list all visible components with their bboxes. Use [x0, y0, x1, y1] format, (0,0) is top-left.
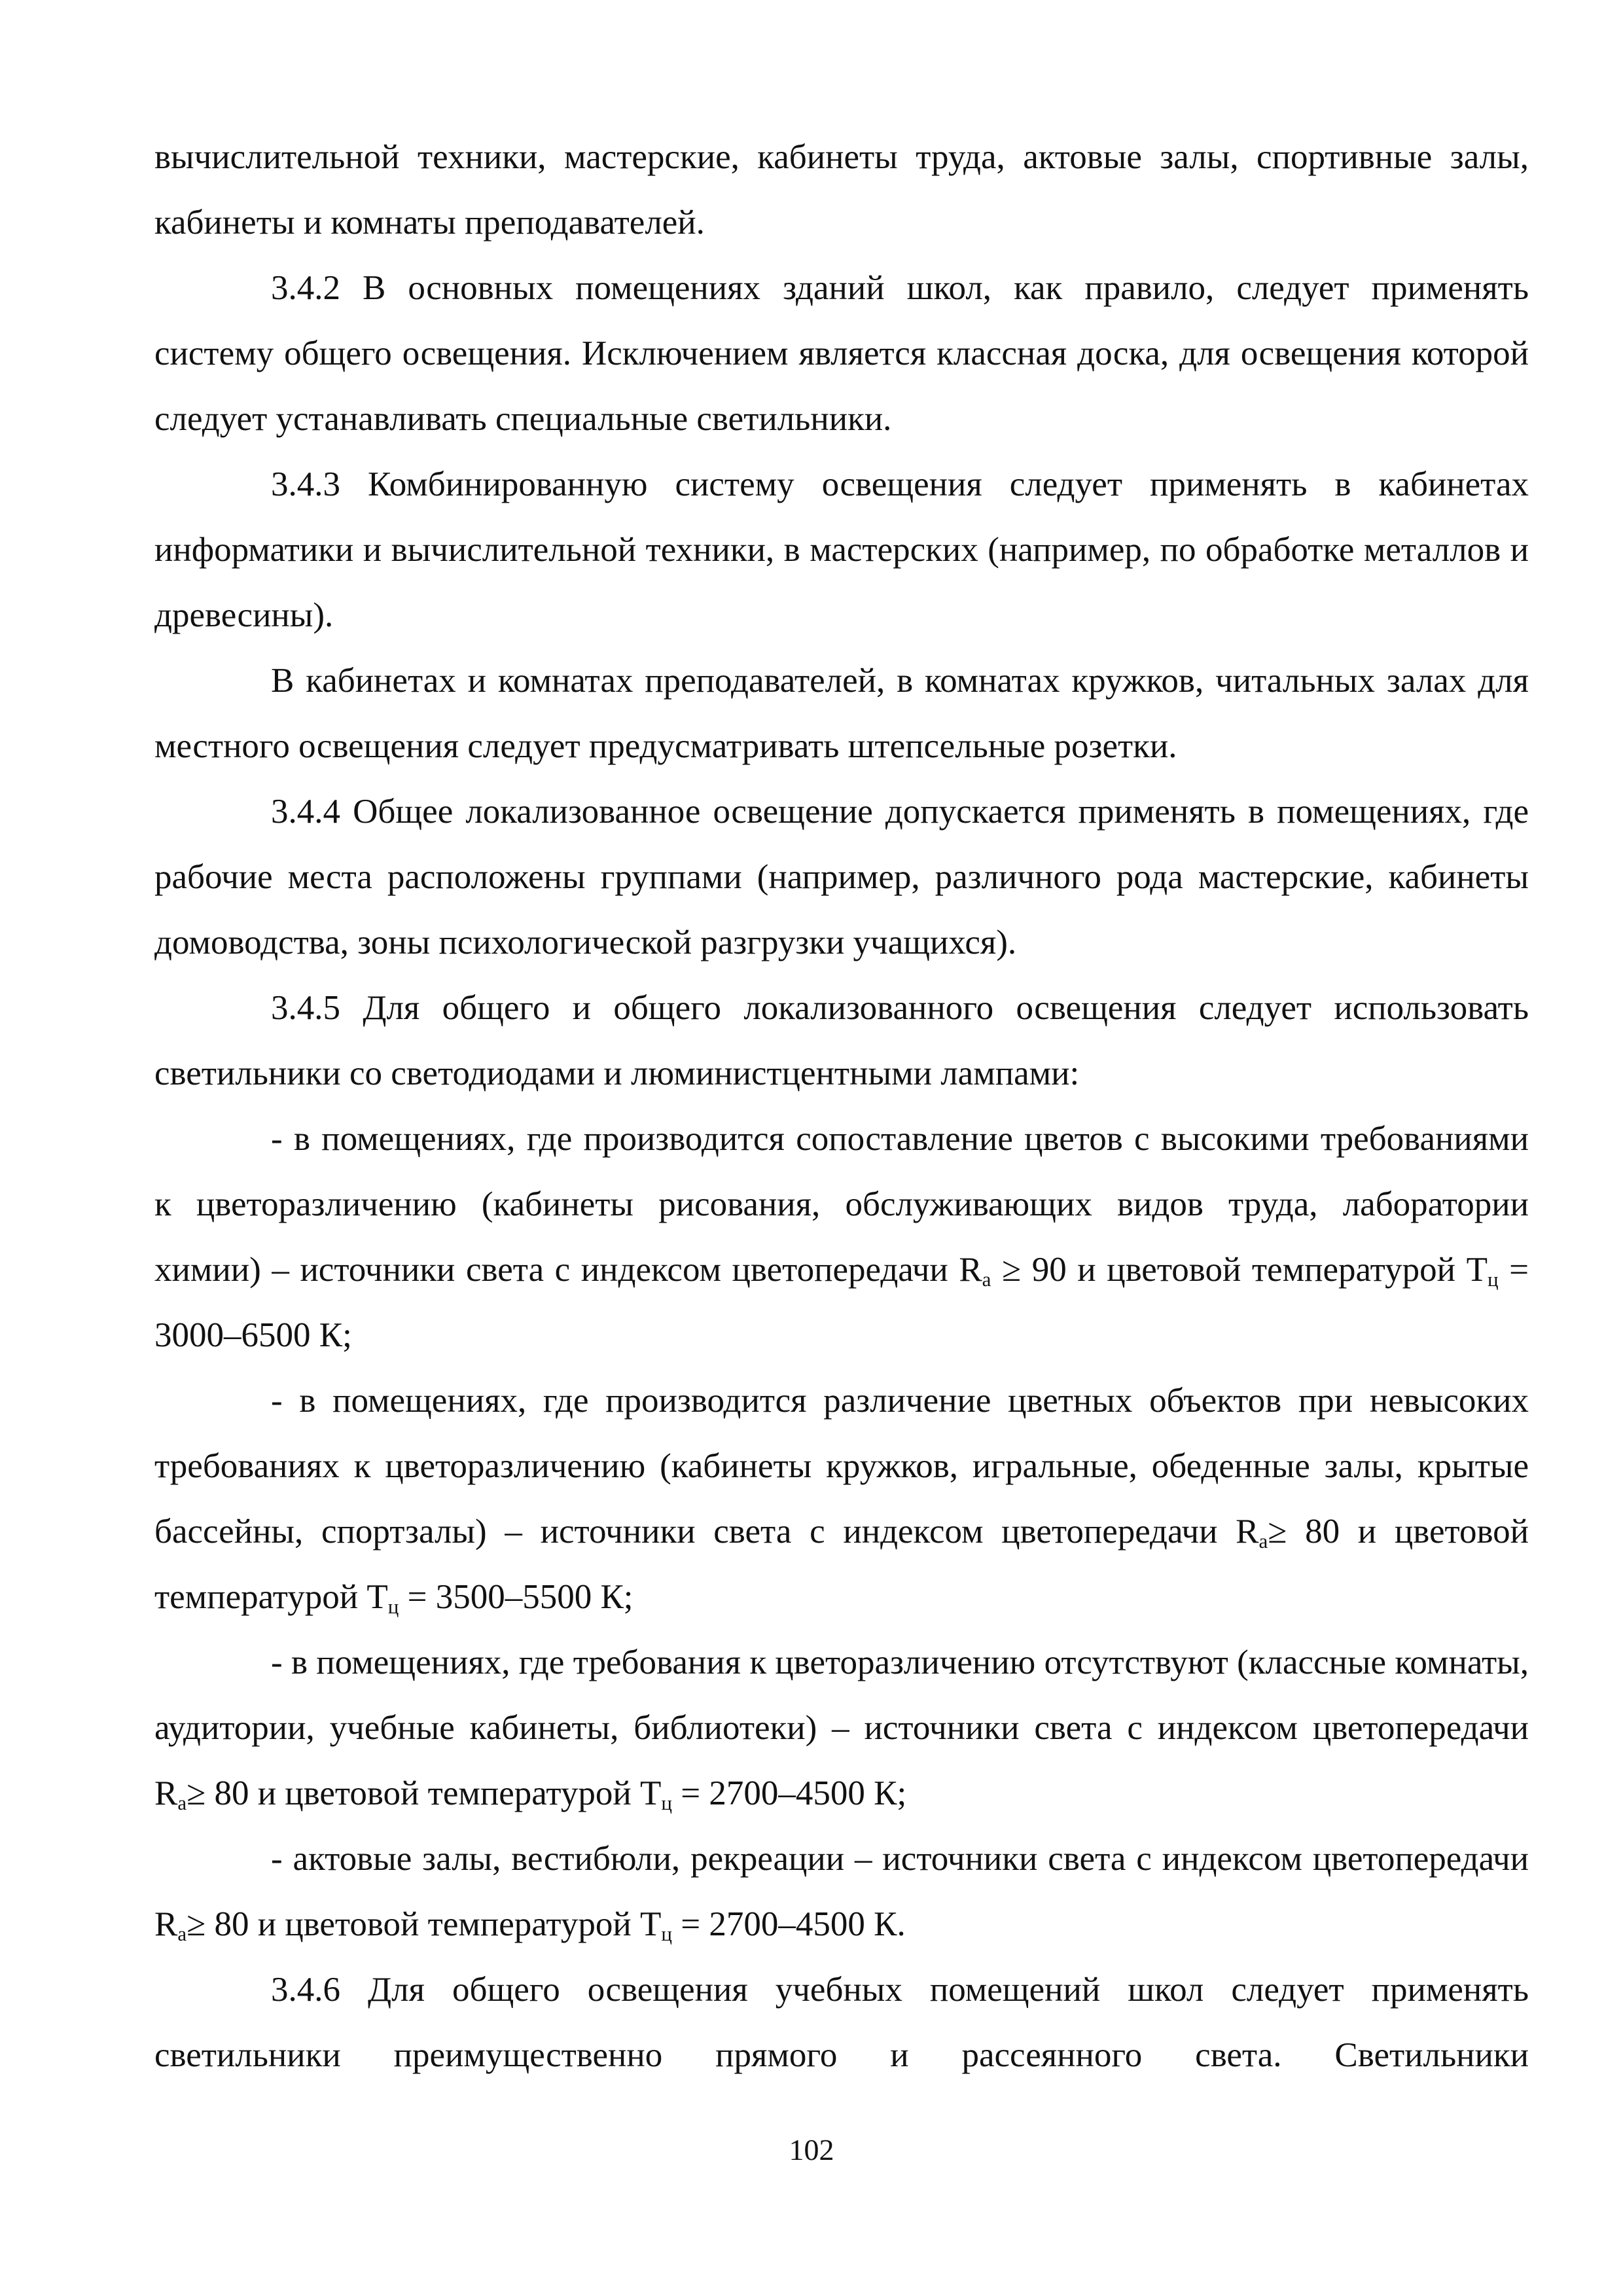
document-body — [154, 124, 1529, 2088]
symbol-subscript-a: a — [177, 1922, 187, 1945]
page-number: 102 — [789, 2133, 834, 2166]
symbol-subscript-a: a — [1258, 1530, 1268, 1552]
symbol-t: T — [1466, 1251, 1488, 1289]
list-item-no-requirements — [154, 1630, 1529, 1826]
symbol-subscript-a: a — [177, 1791, 187, 1814]
list-item-text: = 3000–6500 К; — [154, 1251, 1529, 1354]
paragraph-3-4-2: 3.4.2 В основных помещениях зданий школ, как правило, следует применять систему общего освещения. Исключением является классная доска, для освещения которой следует устанавливать специальные светильники. — [154, 269, 1529, 438]
list-item-text: - в помещениях, где требования к цветоразличению отсутствуют (классные комнаты, аудитории, учебные кабинеты, библиотеки) – источники света с индексом цветопередачи — [154, 1643, 1529, 1747]
symbol-r: R — [154, 1905, 178, 1943]
list-item-text: - актовые залы, вестибюли, рекреации – источники света с индексом цветопередачи — [271, 1840, 1529, 1878]
symbol-t: T — [640, 1774, 662, 1812]
paragraph-3-4-6: 3.4.6 Для общего освещения учебных помещений школ следует применять светильники преимущественно прямого и рассеянного света. Светильники — [154, 1971, 1529, 2074]
symbol-r: R — [959, 1251, 982, 1289]
list-item-text: ≥ 80 и цветовой температурой — [187, 1905, 641, 1943]
list-item-text: = 2700–4500 К; — [671, 1774, 907, 1812]
symbol-t: T — [640, 1905, 662, 1943]
symbol-subscript-c: ц — [661, 1791, 672, 1814]
symbol-subscript-c: ц — [1487, 1268, 1499, 1291]
list-item-text: = 3500–5500 К; — [399, 1578, 633, 1616]
paragraph-3-4-4: 3.4.4 Общее локализованное освещение допускается применять в помещениях, где рабочие места расположены группами (например, различного рода мастерские, кабинеты домоводства, зоны психологической разгрузки учащихся). — [154, 793, 1529, 961]
list-item-text: = 2700–4500 К. — [671, 1905, 906, 1943]
symbol-subscript-a: a — [982, 1268, 991, 1291]
list-item-color-distinction — [154, 1368, 1529, 1630]
symbol-subscript-c: ц — [387, 1595, 399, 1618]
list-item-text: ≥ 80 и цветовой температурой — [154, 1513, 1529, 1616]
paragraph-continuation: вычислительной техники, мастерские, кабинеты труда, актовые залы, спортивные залы, кабинеты и комнаты преподавателей. — [154, 138, 1529, 242]
list-item-text: ≥ 80 и цветовой температурой — [187, 1774, 641, 1812]
list-item-color-comparison — [154, 1106, 1529, 1368]
symbol-r: R — [154, 1774, 178, 1812]
list-item-assembly-halls — [154, 1826, 1529, 1957]
symbol-r: R — [1236, 1513, 1259, 1551]
paragraph-3-4-3-sockets: В кабинетах и комнатах преподавателей, в комнатах кружков, читальных залах для местного освещения следует предусматривать штепсельные розетки. — [154, 662, 1529, 765]
symbol-t: T — [366, 1578, 388, 1616]
list-item-text: - в помещениях, где производится различение цветных объектов при невысоких требованиях к цветоразличению (кабинеты кружков, игральные, обеденные залы, крытые бассейны, спортзалы) – источники света с индексом цветопередачи — [154, 1382, 1529, 1551]
symbol-subscript-c: ц — [661, 1922, 672, 1945]
paragraph-3-4-5: 3.4.5 Для общего и общего локализованного освещения следует использовать светильники со светодиодами и люминистцентными лампами: — [154, 989, 1529, 1092]
paragraph-3-4-3: 3.4.3 Комбинированную систему освещения следует применять в кабинетах информатики и вычислительной техники, в мастерских (например, по обработке металлов и древесины). — [154, 465, 1529, 634]
list-item-text: ≥ 90 и цветовой температурой — [991, 1251, 1467, 1289]
list-item-text: - в помещениях, где производится сопоставление цветов с высокими требованиями к цветоразличению (кабинеты рисования, обслуживающих видов труда, лаборатории химии) – источники света с индексом цветопередачи — [154, 1120, 1529, 1289]
